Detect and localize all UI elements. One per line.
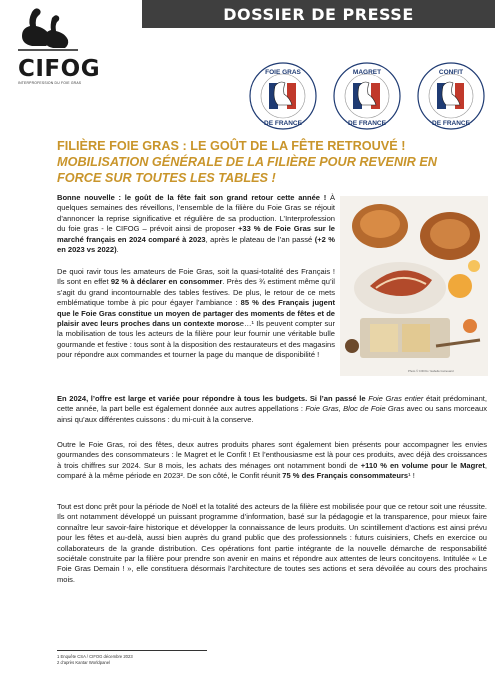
text-run: De quoi ravir tous les amateurs de Foie Gras, soit la quasi-totalité des Français ! Ils sont en effet xyxy=(57,267,335,287)
italic-run: Foie Gras, Bloc de Foie Gras xyxy=(305,404,405,414)
paragraph-intro xyxy=(57,193,335,255)
text-run: e…¹ Ils peuvent compter sur la mobilisation de tous les acteurs de la filière pour leur fournir une véritable bulle gourmande et festive : tous sont à la disposition des restaurateurs et des magasins pour répondre aux commandes et tourner la page du manque de disponibilité ! xyxy=(57,319,336,360)
bold-run: 92 % à déclarer en consommer xyxy=(110,277,223,287)
text-run: . Près des ¾ estiment même qu’il s’agit du grand incontournable des tables festives. De plus, le retour de ce mets emblématique tombe à pic pour égayer l’ambiance : xyxy=(57,277,335,308)
logo-tagline: INTERPROFESSION DU FOIE GRAS xyxy=(18,81,82,85)
lead-text: Bonne nouvelle : le goût de la fête fait son grand retour cette année ! xyxy=(57,193,327,202)
paragraph-mobilisation xyxy=(57,502,487,585)
bold-run: +110 % en volume pour le Magret xyxy=(360,460,485,470)
badge-text-bottom: DE FRANCE xyxy=(348,120,386,127)
text-run: . xyxy=(116,245,119,255)
headline: FILIÈRE FOIE GRAS : LE GOÛT DE LA FÊTE RETROUVÉ ! xyxy=(57,139,406,153)
bold-run: +33 % de Foie Gras sur le marché français en 2024 comparé à 2023 xyxy=(57,224,335,244)
text-run: , après le plateau de l’an passé xyxy=(205,234,315,244)
bold-run: 85 % des Français jugent que le Foie Gras constitue un moyen de partager des moments de fêtes et de plaisir avec leurs proches dans un contexte moros xyxy=(57,298,335,329)
press-kit-banner xyxy=(142,0,495,28)
badge-text-bottom: DE FRANCE xyxy=(264,120,302,127)
badge-foie-gras-de-france xyxy=(248,60,318,136)
logo-name: CIFOG xyxy=(18,56,101,82)
goose-icon xyxy=(12,2,102,58)
text-run: Outre le Foie Gras, roi des fêtes, deux autres produits phares sont également bien présents pour accompagner les envies gourmandes des consommateurs : le Magret et le Confit ! Et l’enthousiasme est là pour ces produits, avec déjà des croissances à trois chiffres sur 2024. Sur 8 mois, les achats des ménages ont notamment bondi de xyxy=(57,440,487,470)
badge-text-bottom: DE FRANCE xyxy=(432,120,470,127)
origin-badges xyxy=(248,60,488,136)
bold-run: (+2 % en 2023 vs 2022) xyxy=(57,234,335,255)
text-run: , comparé à la même période en 2023². De son côté, le Confit réunit xyxy=(57,460,487,481)
badge-text-top: CONFIT xyxy=(438,69,464,76)
italic-run: Foie Gras entier xyxy=(368,394,424,403)
badge-text-top: MAGRET xyxy=(352,69,382,76)
footnote-2: 2 d’après Kantar Worldpanel xyxy=(57,660,110,665)
foie-gras-platter-image xyxy=(340,196,488,376)
text-run: Tout est donc prêt pour la période de Noël et la totalité des acteurs de la filière est mobilisée pour que ce retour soit une réussite. Ils ont notamment développé un puissant programme d’information, basé sur la pédagogie et la transparence, pour mieux faire connaître leur savoir-faire historique et développer la connaissance de leurs produits. Un scintillement d’actions est ainsi prévu pour les fêtes et au-delà, aussi bien auprès du grand public que des professionnels : futurs cuisiniers, Chefs en exercice ou collaborateurs de la grande distribution. Ces opérations font partie intégrante de la nouvelle démarche de responsabilité sociétale construite par la filière pour prendre son avenir en mains et répondre aux attentes de leurs concitoyens. Intitulée « Le Foie Gras Demain ! », elle constituera désormais l’architecture de toutes ses actions et sera dévoilée au cours des prochains mois. xyxy=(57,502,487,584)
text-run: était prédominant, cette année, la part belle est également donnée aux autres appellations : xyxy=(57,394,487,414)
banner-title: DOSSIER DE PRESSE xyxy=(223,4,414,24)
text-run: avec ou sans morceaux ainsi qu’aux différentes cuissons : du mi-cuit à la conserve. xyxy=(57,404,487,424)
footnote-divider xyxy=(57,650,207,651)
paragraph-offer xyxy=(57,394,487,425)
subheadline: MOBILISATION GÉNÉRALE DE LA FILIÈRE POUR REVENIR EN FORCE SUR TOUTES LES TABLES ! xyxy=(57,155,437,185)
bold-run: 75 % des Français consommateurs xyxy=(282,471,409,481)
badge-magret-de-france xyxy=(332,60,402,136)
footnote-1: 1 Enquête CSA / CIFOG décembre 2023 xyxy=(57,654,133,659)
photo-credit: Photo © CIFOG / Isabelle Guinouard xyxy=(408,369,454,373)
cifog-logo xyxy=(12,2,102,86)
badge-text-top: FOIE GRAS xyxy=(265,69,301,76)
paragraph-products xyxy=(57,440,487,482)
badge-confit-de-france xyxy=(416,60,486,136)
text-run: À quelques semaines des réveillons, l’ensemble de la filière du Foie Gras se réjouit d’annoncer la reprise significative et régulière de sa production. L’Interprofession du foie gras - le CIFOG – prévoit ainsi de proposer xyxy=(57,193,335,234)
bold-run: En 2024, l’offre est large et variée pour répondre à tous les budgets. Si l’an passé le xyxy=(57,394,369,403)
paragraph-consumers xyxy=(57,267,335,361)
text-run: ¹ ! xyxy=(408,471,415,481)
product-photo xyxy=(340,196,488,376)
